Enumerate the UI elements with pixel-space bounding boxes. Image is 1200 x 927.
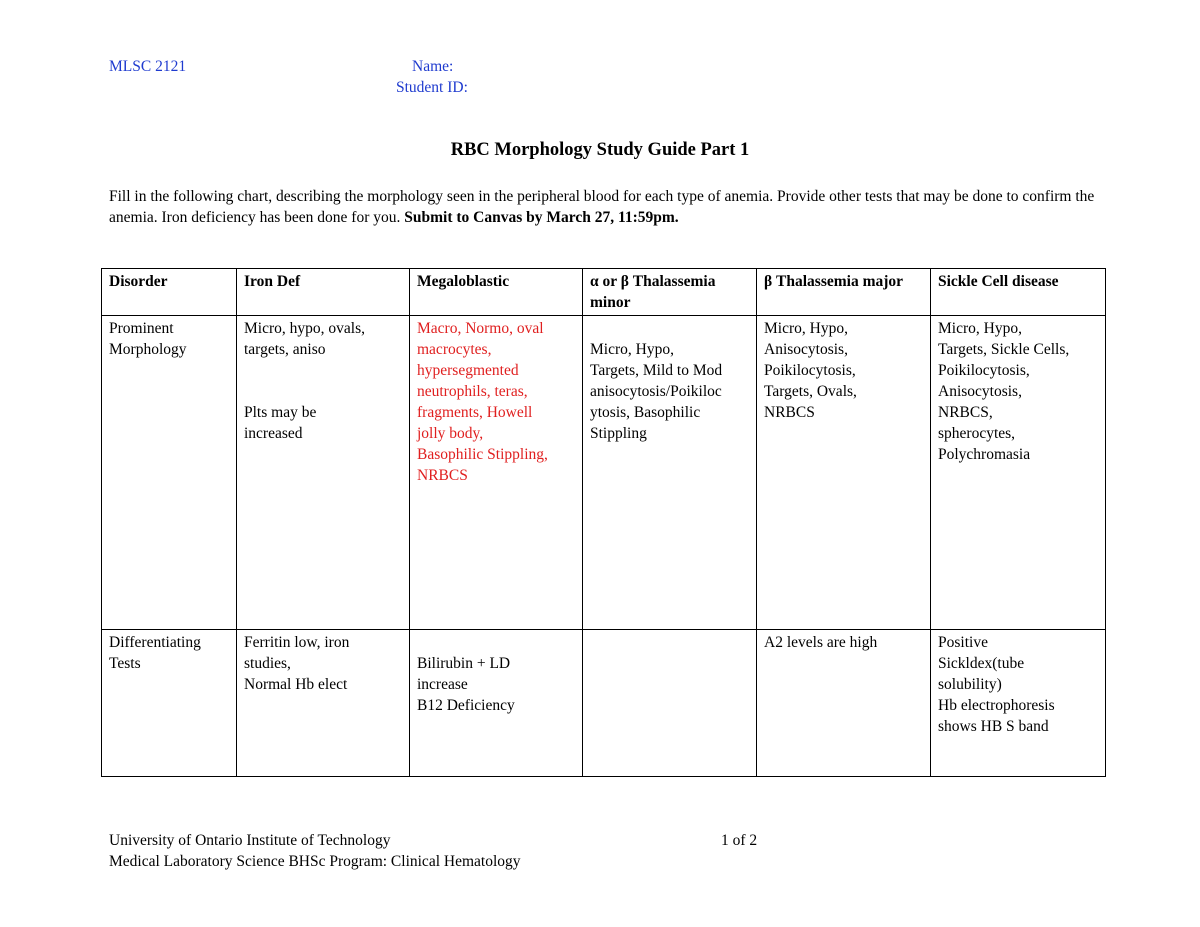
cell-line <box>244 360 402 381</box>
header-cell: Megaloblastic <box>410 269 583 316</box>
table-cell <box>237 630 410 777</box>
cell-line: studies, <box>244 655 291 672</box>
cell-line: NRBCS <box>417 467 468 484</box>
cell-line: Stippling <box>590 425 647 442</box>
cell-line: Targets, Sickle Cells, <box>938 341 1070 358</box>
instructions-text: Fill in the following chart, describing the morphology seen in the peripheral blood for each type of anemia. Provide other tests that may be done to confirm the anemia. Iron deficiency has been done for you. <box>109 188 1095 226</box>
header-cell: Disorder <box>102 269 237 316</box>
cell-line <box>244 381 402 402</box>
cell-line: increase <box>417 676 468 693</box>
cell-line: Ferritin low, iron <box>244 634 350 651</box>
table-cell <box>931 630 1106 777</box>
cell-line: shows HB S band <box>938 718 1049 735</box>
footer-program: Medical Laboratory Science BHSc Program: Clinical Hematology <box>109 853 521 870</box>
page-number: 1 of 2 <box>721 832 758 849</box>
table-cell <box>237 316 410 630</box>
cell-line: jolly body, <box>417 425 484 442</box>
cell-line: Targets, Mild to Mod <box>590 362 723 379</box>
table-header-row <box>102 269 1106 316</box>
cell-line: hypersegmented <box>417 362 519 379</box>
table-row <box>102 316 1106 630</box>
cell-line: A2 levels are high <box>764 634 878 651</box>
header-cell: Iron Def <box>237 269 410 316</box>
table-cell <box>410 630 583 777</box>
cell-line: anisocytosis/Poikiloc <box>590 383 722 400</box>
cell-line <box>417 632 575 653</box>
cell-line: targets, aniso <box>244 341 326 358</box>
deadline-text: Submit to Canvas by March 27, 11:59pm. <box>404 209 679 226</box>
name-label: Name: <box>412 58 454 75</box>
cell-line: Targets, Ovals, <box>764 383 857 400</box>
table-cell <box>410 316 583 630</box>
cell-line: neutrophils, teras, <box>417 383 528 400</box>
header-cell: β Thalassemia major <box>757 269 931 316</box>
page-title: RBC Morphology Study Guide Part 1 <box>450 140 750 160</box>
cell-line: spherocytes, <box>938 425 1016 442</box>
row-label-cell <box>102 630 237 777</box>
cell-line: Tests <box>109 655 141 672</box>
cell-line: Prominent <box>109 320 174 337</box>
cell-line: Differentiating <box>109 634 201 651</box>
morphology-table <box>101 268 1106 777</box>
cell-line: NRBCS <box>764 404 815 421</box>
cell-line: Positive <box>938 634 988 651</box>
cell-line: Plts may be <box>244 404 317 421</box>
table-cell <box>583 630 757 777</box>
cell-line: Hb electrophoresis <box>938 697 1055 714</box>
cell-line: Micro, hypo, ovals, <box>244 320 365 337</box>
table-cell <box>931 316 1106 630</box>
table-cell <box>757 316 931 630</box>
header-cell: Sickle Cell disease <box>931 269 1106 316</box>
cell-line: Micro, Hypo, <box>938 320 1022 337</box>
row-label-cell <box>102 316 237 630</box>
cell-line: Poikilocytosis, <box>764 362 856 379</box>
instructions <box>109 186 1099 228</box>
cell-line: Micro, Hypo, <box>764 320 848 337</box>
course-code: MLSC 2121 <box>109 58 187 75</box>
cell-line: Bilirubin + LD <box>417 655 511 672</box>
cell-line: Anisocytosis, <box>938 383 1022 400</box>
student-id-label: Student ID: <box>396 79 468 96</box>
table-cell <box>583 316 757 630</box>
cell-line: NRBCS, <box>938 404 993 421</box>
table-row <box>102 630 1106 777</box>
footer-institution: University of Ontario Institute of Technology <box>109 832 391 849</box>
cell-line: ytosis, Basophilic <box>590 404 701 421</box>
cell-line <box>590 318 749 339</box>
cell-line: increased <box>244 425 303 442</box>
cell-line: Micro, Hypo, <box>590 341 674 358</box>
cell-line: macrocytes, <box>417 341 492 358</box>
cell-line: Poikilocytosis, <box>938 362 1030 379</box>
cell-line: solubility) <box>938 676 1002 693</box>
cell-line: Anisocytosis, <box>764 341 848 358</box>
cell-line: fragments, Howell <box>417 404 533 421</box>
table-cell <box>757 630 931 777</box>
cell-line: Normal Hb elect <box>244 676 348 693</box>
cell-line: Polychromasia <box>938 446 1031 463</box>
cell-line: Sickldex(tube <box>938 655 1025 672</box>
cell-line: Basophilic Stippling, <box>417 446 548 463</box>
cell-line: Macro, Normo, oval <box>417 320 544 337</box>
cell-line: Morphology <box>109 341 187 358</box>
header-cell: α or β Thalassemia minor <box>583 269 757 316</box>
cell-line: B12 Deficiency <box>417 697 515 714</box>
